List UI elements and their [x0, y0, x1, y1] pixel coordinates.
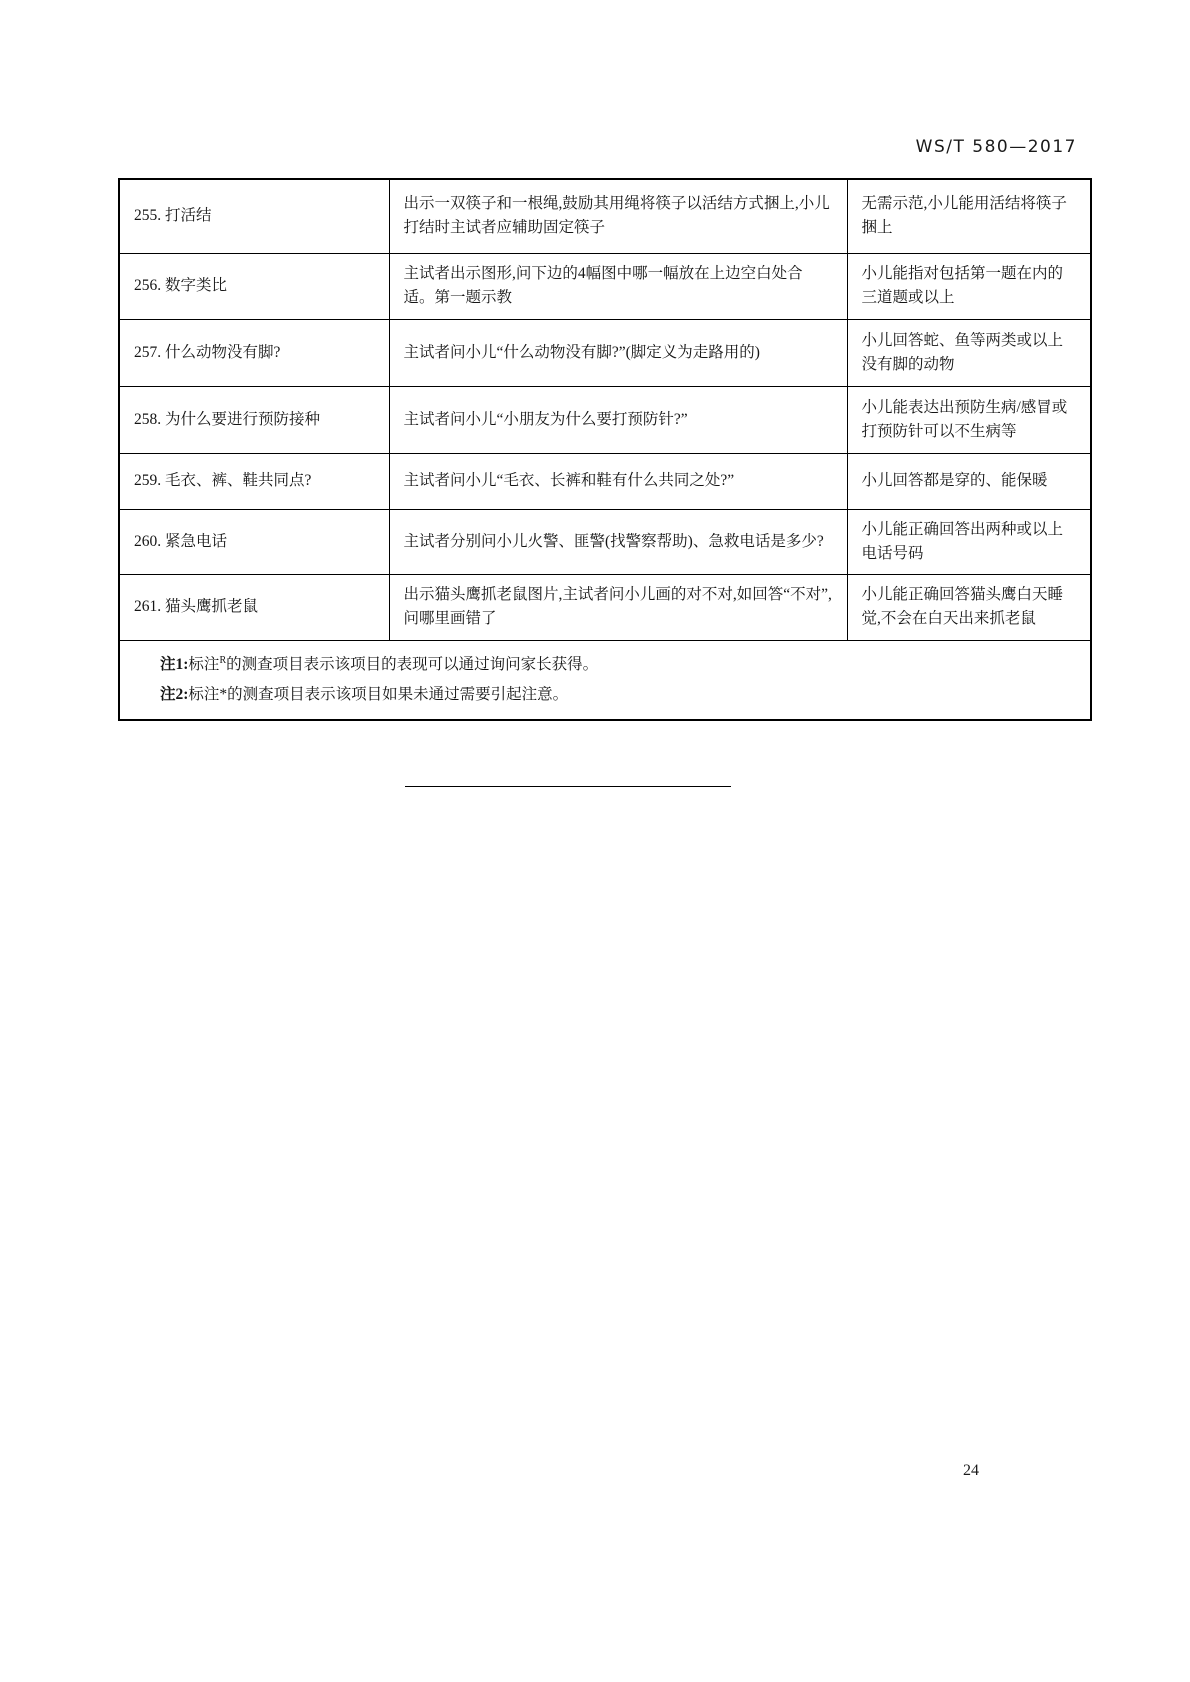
item-method-cell: 出示一双筷子和一根绳,鼓励其用绳将筷子以活结方式捆上,小儿打结时主试者应辅助固定筷子 [389, 179, 847, 253]
item-pass-cell: 小儿能表达出预防生病/感冒或打预防针可以不生病等 [847, 386, 1091, 453]
item-pass-cell: 小儿能正确回答猫头鹰白天睡觉,不会在白天出来抓老鼠 [847, 574, 1091, 640]
table-notes-cell [119, 640, 1091, 720]
note-2-label: 注2: [160, 685, 189, 703]
item-pass-cell: 小儿能指对包括第一题在内的三道题或以上 [847, 253, 1091, 319]
note-1-label: 注1: [160, 655, 189, 673]
item-pass-cell: 小儿能正确回答出两种或以上电话号码 [847, 509, 1091, 574]
item-name-cell: 259. 毛衣、裤、鞋共同点? [119, 453, 389, 509]
table-row [119, 179, 1091, 253]
section-divider-line [405, 786, 731, 787]
item-name-cell: 261. 猫头鹰抓老鼠 [119, 574, 389, 640]
item-name-cell: 258. 为什么要进行预防接种 [119, 386, 389, 453]
item-name-cell: 255. 打活结 [119, 179, 389, 253]
table-row [119, 319, 1091, 386]
table-row [119, 509, 1091, 574]
note-1 [160, 650, 1076, 680]
item-name-cell: 260. 紧急电话 [119, 509, 389, 574]
item-name-cell: 256. 数字类比 [119, 253, 389, 319]
page-number: 24 [963, 1462, 979, 1479]
item-pass-cell: 小儿回答都是穿的、能保暖 [847, 453, 1091, 509]
item-method-cell: 主试者分别问小儿火警、匪警(找警察帮助)、急救电话是多少? [389, 509, 847, 574]
item-pass-cell: 小儿回答蛇、鱼等两类或以上没有脚的动物 [847, 319, 1091, 386]
notes-row [119, 640, 1091, 720]
table-row [119, 386, 1091, 453]
assessment-items-table [118, 178, 1092, 721]
item-method-cell: 主试者问小儿“毛衣、长裤和鞋有什么共同之处?” [389, 453, 847, 509]
standard-number-header: WS/T 580—2017 [915, 137, 1077, 157]
note-1-text-pre: 标注 [188, 655, 220, 673]
item-method-cell: 主试者问小儿“小朋友为什么要打预防针?” [389, 386, 847, 453]
item-pass-cell: 无需示范,小儿能用活结将筷子捆上 [847, 179, 1091, 253]
note-2-text: 标注*的测查项目表示该项目如果未通过需要引起注意。 [188, 685, 569, 703]
item-method-cell: 主试者问小儿“什么动物没有脚?”(脚定义为走路用的) [389, 319, 847, 386]
table-row [119, 253, 1091, 319]
item-method-cell: 出示猫头鹰抓老鼠图片,主试者问小儿画的对不对,如回答“不对”,问哪里画错了 [389, 574, 847, 640]
item-name-cell: 257. 什么动物没有脚? [119, 319, 389, 386]
table-row [119, 574, 1091, 640]
note-1-superscript: R [219, 654, 227, 666]
item-method-cell: 主试者出示图形,问下边的4幅图中哪一幅放在上边空白处合适。第一题示教 [389, 253, 847, 319]
table-row [119, 453, 1091, 509]
note-1-text-post: 的测查项目表示该项目的表现可以通过询问家长获得。 [226, 655, 599, 673]
note-2 [160, 680, 1076, 710]
